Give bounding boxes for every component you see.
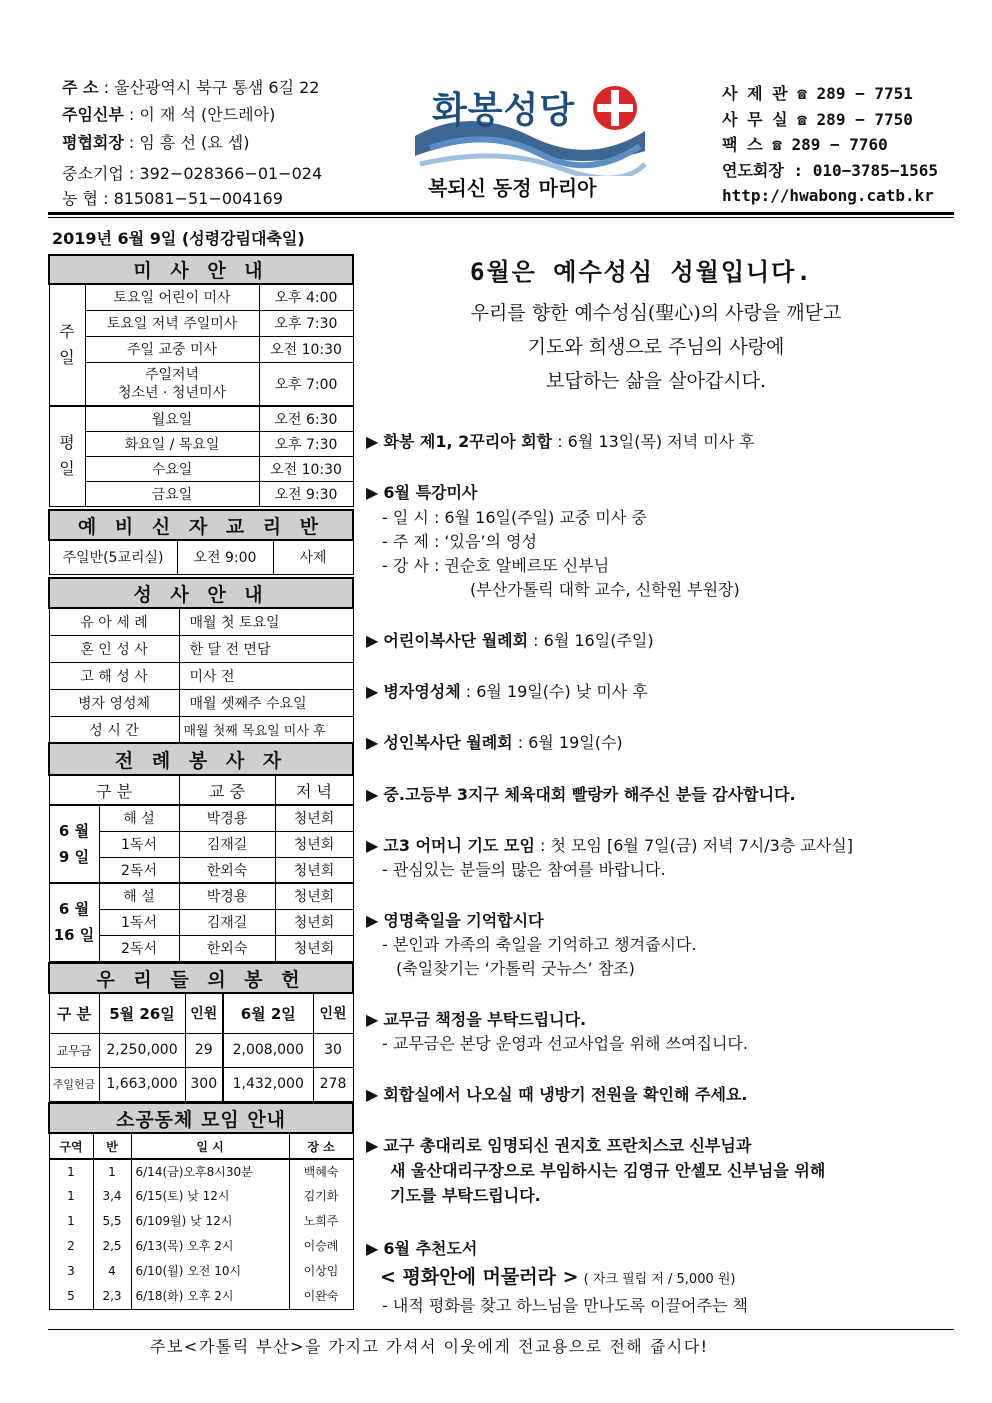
bullet-icon: ▶ [366, 682, 379, 701]
liturgy-day: 박경용 [179, 883, 275, 909]
liturgy-date: 6 월 9 일 [49, 805, 99, 883]
liturgy-day: 한외숙 [179, 935, 275, 961]
community-datetime: 6/10(월) 오전 10시 [131, 1258, 289, 1283]
community-zone: 5 [49, 1283, 93, 1309]
sacrament-value: 매월 첫째 목요일 미사 후 [179, 716, 353, 743]
notice-subline: - 교무금은 본당 운영과 선교사업을 위해 쓰여집니다. [382, 1034, 748, 1053]
mass-name [85, 362, 259, 406]
notice-item [366, 731, 623, 755]
community-header: 장 소 [289, 1133, 353, 1159]
notice-item [366, 430, 755, 454]
liturgy-evening: 청년회 [275, 883, 353, 909]
liturgy-evening: 청년회 [275, 805, 353, 831]
book-author: ( 자크 필립 저 / 5,000 원) [583, 1272, 736, 1287]
community-group: 5,5 [93, 1208, 131, 1233]
liturgy-title: 전 례 봉 사 자 [49, 743, 353, 775]
notice-heading: 병자영성체 [383, 682, 461, 701]
offering-count: 29 [185, 1033, 223, 1067]
community-place: 김기화 [289, 1183, 353, 1208]
community-place: 이승례 [289, 1233, 353, 1258]
liturgy-role: 해 설 [99, 883, 179, 909]
notice-heading: 교무금 책정을 부탁드립니다. [383, 1010, 587, 1029]
bullet-icon: ▶ [366, 733, 379, 752]
offering-header: 구 분 [49, 993, 99, 1033]
weekday-label: 평 일 [49, 406, 85, 506]
mass-name: 화요일 / 목요일 [85, 431, 259, 456]
community-datetime: 6/13(목) 오후 2시 [131, 1233, 289, 1258]
liturgy-evening: 청년회 [275, 909, 353, 935]
notice-item [366, 783, 796, 807]
community-group: 2,5 [93, 1233, 131, 1258]
sacrament-value: 미사 전 [179, 662, 353, 689]
community-place: 노희주 [289, 1208, 353, 1233]
book-title: < 평화안에 머물러라 > [380, 1266, 579, 1288]
liturgy-day: 박경용 [179, 805, 275, 831]
community-datetime: 6/15(토) 낮 12시 [131, 1183, 289, 1208]
notice-item [366, 1237, 477, 1261]
community-header: 일 시 [131, 1133, 289, 1159]
liturgy-header: 구 분 [49, 775, 179, 805]
notice-item [366, 1008, 586, 1032]
offering-count: 278 [313, 1067, 353, 1101]
address: 울산광역시 북구 통샘 6길 22 [114, 78, 320, 97]
catechumen-time: 오전 9:00 [177, 540, 273, 574]
community-group: 4 [93, 1258, 131, 1283]
community-place: 이상임 [289, 1258, 353, 1283]
main-title: 6월은 예수성심 성월입니다. [470, 258, 813, 286]
mass-name-line2: 청소년 · 청년미사 [117, 384, 227, 401]
mass-time: 오전 6:30 [259, 406, 353, 431]
nh-label: 농 협 [62, 189, 98, 208]
mass-name: 금요일 [85, 481, 259, 506]
mass-time: 오전 10:30 [259, 456, 353, 481]
community-title: 소공동체 모임 안내 [49, 1103, 353, 1133]
liturgy-role: 1독서 [99, 909, 179, 935]
liturgy-day: 김재길 [179, 831, 275, 857]
community-group: 3,4 [93, 1183, 131, 1208]
rectory-phone: ☎ 289 − 7751 [797, 84, 913, 103]
bullet-icon: ▶ [366, 1136, 379, 1155]
community-table [48, 1102, 354, 1310]
bullet-icon: ▶ [366, 785, 379, 804]
community-zone: 1 [49, 1183, 93, 1208]
offering-count: 30 [313, 1033, 353, 1067]
bullet-icon: ▶ [366, 836, 379, 855]
patron-name: 복되신 동정 마리아 [428, 176, 597, 200]
community-place: 백혜숙 [289, 1159, 353, 1183]
notice-subline: - 본인과 가족의 축일을 기억하고 챙겨줍시다. [382, 935, 697, 954]
offering-amount: 1,663,000 [99, 1067, 185, 1101]
catechumen-title: 예 비 신 자 교 리 반 [49, 510, 353, 540]
catechumen-place: 사제 [273, 540, 353, 574]
community-zone: 2 [49, 1233, 93, 1258]
council-label: 평협회장 [62, 133, 124, 152]
liturgy-role: 1독서 [99, 831, 179, 857]
notice-heading: 교구 총대리로 임명되신 권지호 프란치스코 신부님과 [383, 1136, 752, 1155]
sacrament-name: 혼 인 성 사 [49, 635, 179, 662]
community-header: 반 [93, 1133, 131, 1159]
mass-name: 주일 교중 미사 [85, 336, 259, 362]
liturgy-role: 2독서 [99, 857, 179, 883]
notice-heading: 6월 추천도서 [383, 1239, 478, 1258]
offering-header: 6월 2일 [223, 993, 313, 1033]
nh-account: 815081−51−004169 [113, 189, 283, 208]
ym-phone-line: 연도회장 : 010−3785−1565 [722, 161, 938, 180]
notice-heading: 회합실에서 나오실 때 냉방기 전원을 확인해 주세요. [383, 1085, 748, 1104]
sacrament-title: 성 사 안 내 [49, 578, 353, 608]
offering-header: 인원 [185, 993, 223, 1033]
offering-type: 주일헌금 [49, 1067, 99, 1101]
address-line: 주 소 : 울산광역시 북구 통샘 6길 22 [62, 78, 320, 97]
bullet-icon: ▶ [366, 1239, 379, 1258]
offering-type: 교무금 [49, 1033, 99, 1067]
notice-text: : 첫 모임 [6월 7일(금) 저녁 7시/3층 교사실] [534, 836, 853, 855]
liturgy-day: 김재길 [179, 909, 275, 935]
notice-subline: - 내적 평화를 찾고 하느님을 만나도록 이끌어주는 책 [382, 1296, 748, 1315]
sme-account-line: 중소기업 : 392−028366−01−024 [62, 164, 323, 183]
sacrament-name: 고 해 성 사 [49, 662, 179, 689]
office-phone: ☎ 289 − 7750 [797, 110, 913, 129]
offering-header: 5월 26일 [99, 993, 185, 1033]
liturgy-role: 해 설 [99, 805, 179, 831]
offering-amount: 2,250,000 [99, 1033, 185, 1067]
bullet-icon: ▶ [366, 1010, 379, 1029]
theme-line: 기도와 희생으로 주님의 사랑에 [527, 336, 785, 358]
pastor: 이 재 석 (안드레아) [139, 105, 276, 124]
church-name: 화봉성당 [432, 90, 576, 131]
liturgy-header: 저 녁 [275, 775, 353, 805]
sacrament-name: 성 시 간 [49, 716, 179, 743]
header-rule [48, 212, 954, 215]
sme-label: 중소기업 [62, 164, 124, 183]
notice-item [366, 680, 648, 704]
mass-time: 오전 10:30 [259, 336, 353, 362]
pastor-label: 주임신부 [62, 105, 124, 124]
sacrament-value: 한 달 전 면담 [179, 635, 353, 662]
community-zone: 3 [49, 1258, 93, 1283]
fax-line [722, 133, 888, 157]
notice-item [366, 629, 654, 653]
rectory-label: 사 제 관 [722, 84, 788, 103]
liturgy-table [48, 742, 354, 962]
notice-heading-line [390, 1184, 541, 1208]
community-group: 1 [93, 1159, 131, 1183]
mass-name: 월요일 [85, 406, 259, 431]
notice-heading: 고3 어머니 기도 모임 [383, 836, 535, 855]
notice-heading: 화봉 제1, 2꾸리아 회합 [383, 432, 553, 451]
bullet-icon: ▶ [366, 432, 379, 451]
fax-label: 팩 스 [722, 135, 763, 154]
notice-subline: (부산가톨릭 대학 교수, 신학원 부원장) [470, 580, 740, 599]
mass-title: 미 사 안 내 [49, 255, 353, 284]
community-datetime: 6/109월) 낮 12시 [131, 1208, 289, 1233]
sacrament-value: 매월 첫 토요일 [179, 608, 353, 635]
notice-subline: - 일 시 : 6월 16일(주일) 교중 미사 중 [382, 508, 647, 527]
recommended-book [380, 1262, 736, 1289]
offering-title: 우 리 들 의 봉 헌 [49, 963, 353, 993]
ym-label: 연도회장 [722, 161, 784, 180]
rectory-phone-line [722, 82, 913, 106]
pastor-line: 주임신부 : 이 재 석 (안드레아) [62, 105, 276, 124]
community-group: 2,3 [93, 1283, 131, 1309]
notice-item [366, 834, 853, 858]
notice-heading: 중.고등부 3지구 체육대회 빨랑카 해주신 분들 감사합니다. [383, 785, 796, 804]
notice-text: : 6월 19일(수) 낮 미사 후 [460, 682, 648, 701]
nh-account-line: 농 협 : 815081−51−004169 [62, 189, 283, 208]
bullet-icon: ▶ [366, 483, 379, 502]
bullet-icon: ▶ [366, 911, 379, 930]
liturgy-evening: 청년회 [275, 857, 353, 883]
community-datetime: 6/14(금)오후8시30분 [131, 1159, 289, 1183]
monthly-theme [366, 296, 946, 398]
liturgy-day: 한외숙 [179, 857, 275, 883]
sacrament-table [48, 577, 354, 744]
sacrament-name: 유 아 세 례 [49, 608, 179, 635]
notice-text: : 6월 19일(수) [512, 733, 623, 752]
church-logo [410, 76, 650, 226]
footer-text: 주보<가톨릭 부산>을 가지고 가셔서 이웃에게 전교용으로 전해 줍시다! [150, 1337, 709, 1356]
mass-time: 오후 7:30 [259, 310, 353, 336]
sme-account: 392−028366−01−024 [139, 164, 323, 183]
sunday-label: 주 일 [49, 284, 85, 406]
mass-time: 오전 9:30 [259, 481, 353, 506]
liturgy-evening: 청년회 [275, 831, 353, 857]
council: 임 흥 선 (요 셉) [139, 133, 250, 152]
notice-subline: - 관심있는 분들의 많은 참여를 바랍니다. [382, 860, 666, 879]
website-link[interactable]: http://hwabong.catb.kr [722, 186, 934, 205]
sacrament-name: 병자 영성체 [49, 689, 179, 716]
liturgy-header: 교 중 [179, 775, 275, 805]
mass-time: 오후 7:00 [259, 362, 353, 406]
mass-name: 토요일 어린이 미사 [85, 284, 259, 310]
offering-amount: 2,008,000 [223, 1033, 313, 1067]
theme-line: 우리를 향한 예수성심(聖心)의 사랑을 깨닫고 [470, 302, 842, 324]
notice-heading-line [390, 1159, 825, 1183]
offering-count: 300 [185, 1067, 223, 1101]
office-phone-line [722, 108, 913, 132]
mass-schedule-table [48, 254, 354, 507]
mass-name: 토요일 저녁 주일미사 [85, 310, 259, 336]
mass-name: 수요일 [85, 456, 259, 481]
office-label: 사 무 실 [722, 110, 788, 129]
notice-heading: 성인복사단 월례회 [383, 733, 513, 752]
notice-heading: 새 울산대리구장으로 부임하시는 김영규 안셀모 신부님을 위해 [390, 1161, 826, 1180]
bulletin-date: 2019년 6월 9일 (성령강림대축일) [52, 229, 305, 248]
notice-heading: 영명축일을 기억합시다 [383, 911, 544, 930]
mass-time: 오후 4:00 [259, 284, 353, 310]
mass-name-line1: 주일저녁 [144, 366, 200, 383]
notice-heading: 어린이복사단 월례회 [383, 631, 529, 650]
liturgy-role: 2독서 [99, 935, 179, 961]
notice-heading: 기도를 부탁드립니다. [390, 1186, 541, 1205]
address-label: 주 소 [62, 78, 99, 97]
theme-line: 보답하는 삶을 살아갑시다. [545, 370, 766, 392]
community-zone: 1 [49, 1208, 93, 1233]
mass-time: 오후 7:30 [259, 431, 353, 456]
liturgy-evening: 청년회 [275, 935, 353, 961]
community-place: 이완숙 [289, 1283, 353, 1309]
notice-item [366, 909, 544, 933]
community-header: 구역 [49, 1133, 93, 1159]
notice-item [366, 1134, 751, 1158]
community-zone: 1 [49, 1159, 93, 1183]
bullet-icon: ▶ [366, 1085, 379, 1104]
sacrament-value: 매월 셋째주 수요일 [179, 689, 353, 716]
notice-subline: - 강 사 : 권순호 알베르또 신부님 [382, 556, 610, 575]
notice-text: : 6월 16일(주일) [528, 631, 654, 650]
liturgy-date: 6 월 16 일 [49, 883, 99, 961]
catechumen-table [48, 509, 354, 575]
offering-table [48, 962, 354, 1102]
notice-item [366, 1083, 747, 1107]
notice-item [366, 481, 477, 505]
header-rule-thin [48, 217, 954, 218]
notice-subline: (축일찾기는 ‘가톨릭 굿뉴스’ 참조) [396, 959, 635, 978]
offering-header: 인원 [313, 993, 353, 1033]
offering-amount: 1,432,000 [223, 1067, 313, 1101]
catechumen-class: 주일반(5교리실) [49, 540, 177, 574]
fax-number: ☎ 289 − 7760 [772, 135, 888, 154]
council-line: 평협회장 : 임 흥 선 (요 셉) [62, 133, 250, 152]
ym-phone: 010−3785−1565 [812, 161, 938, 180]
notice-text: : 6월 13일(목) 저녁 미사 후 [552, 432, 755, 451]
community-datetime: 6/18(화) 오후 2시 [131, 1283, 289, 1309]
bullet-icon: ▶ [366, 631, 379, 650]
footer-rule [48, 1329, 954, 1330]
notice-subline: - 주 제 : ‘있음’의 영성 [382, 532, 537, 551]
notice-heading: 6월 특강미사 [383, 483, 478, 502]
